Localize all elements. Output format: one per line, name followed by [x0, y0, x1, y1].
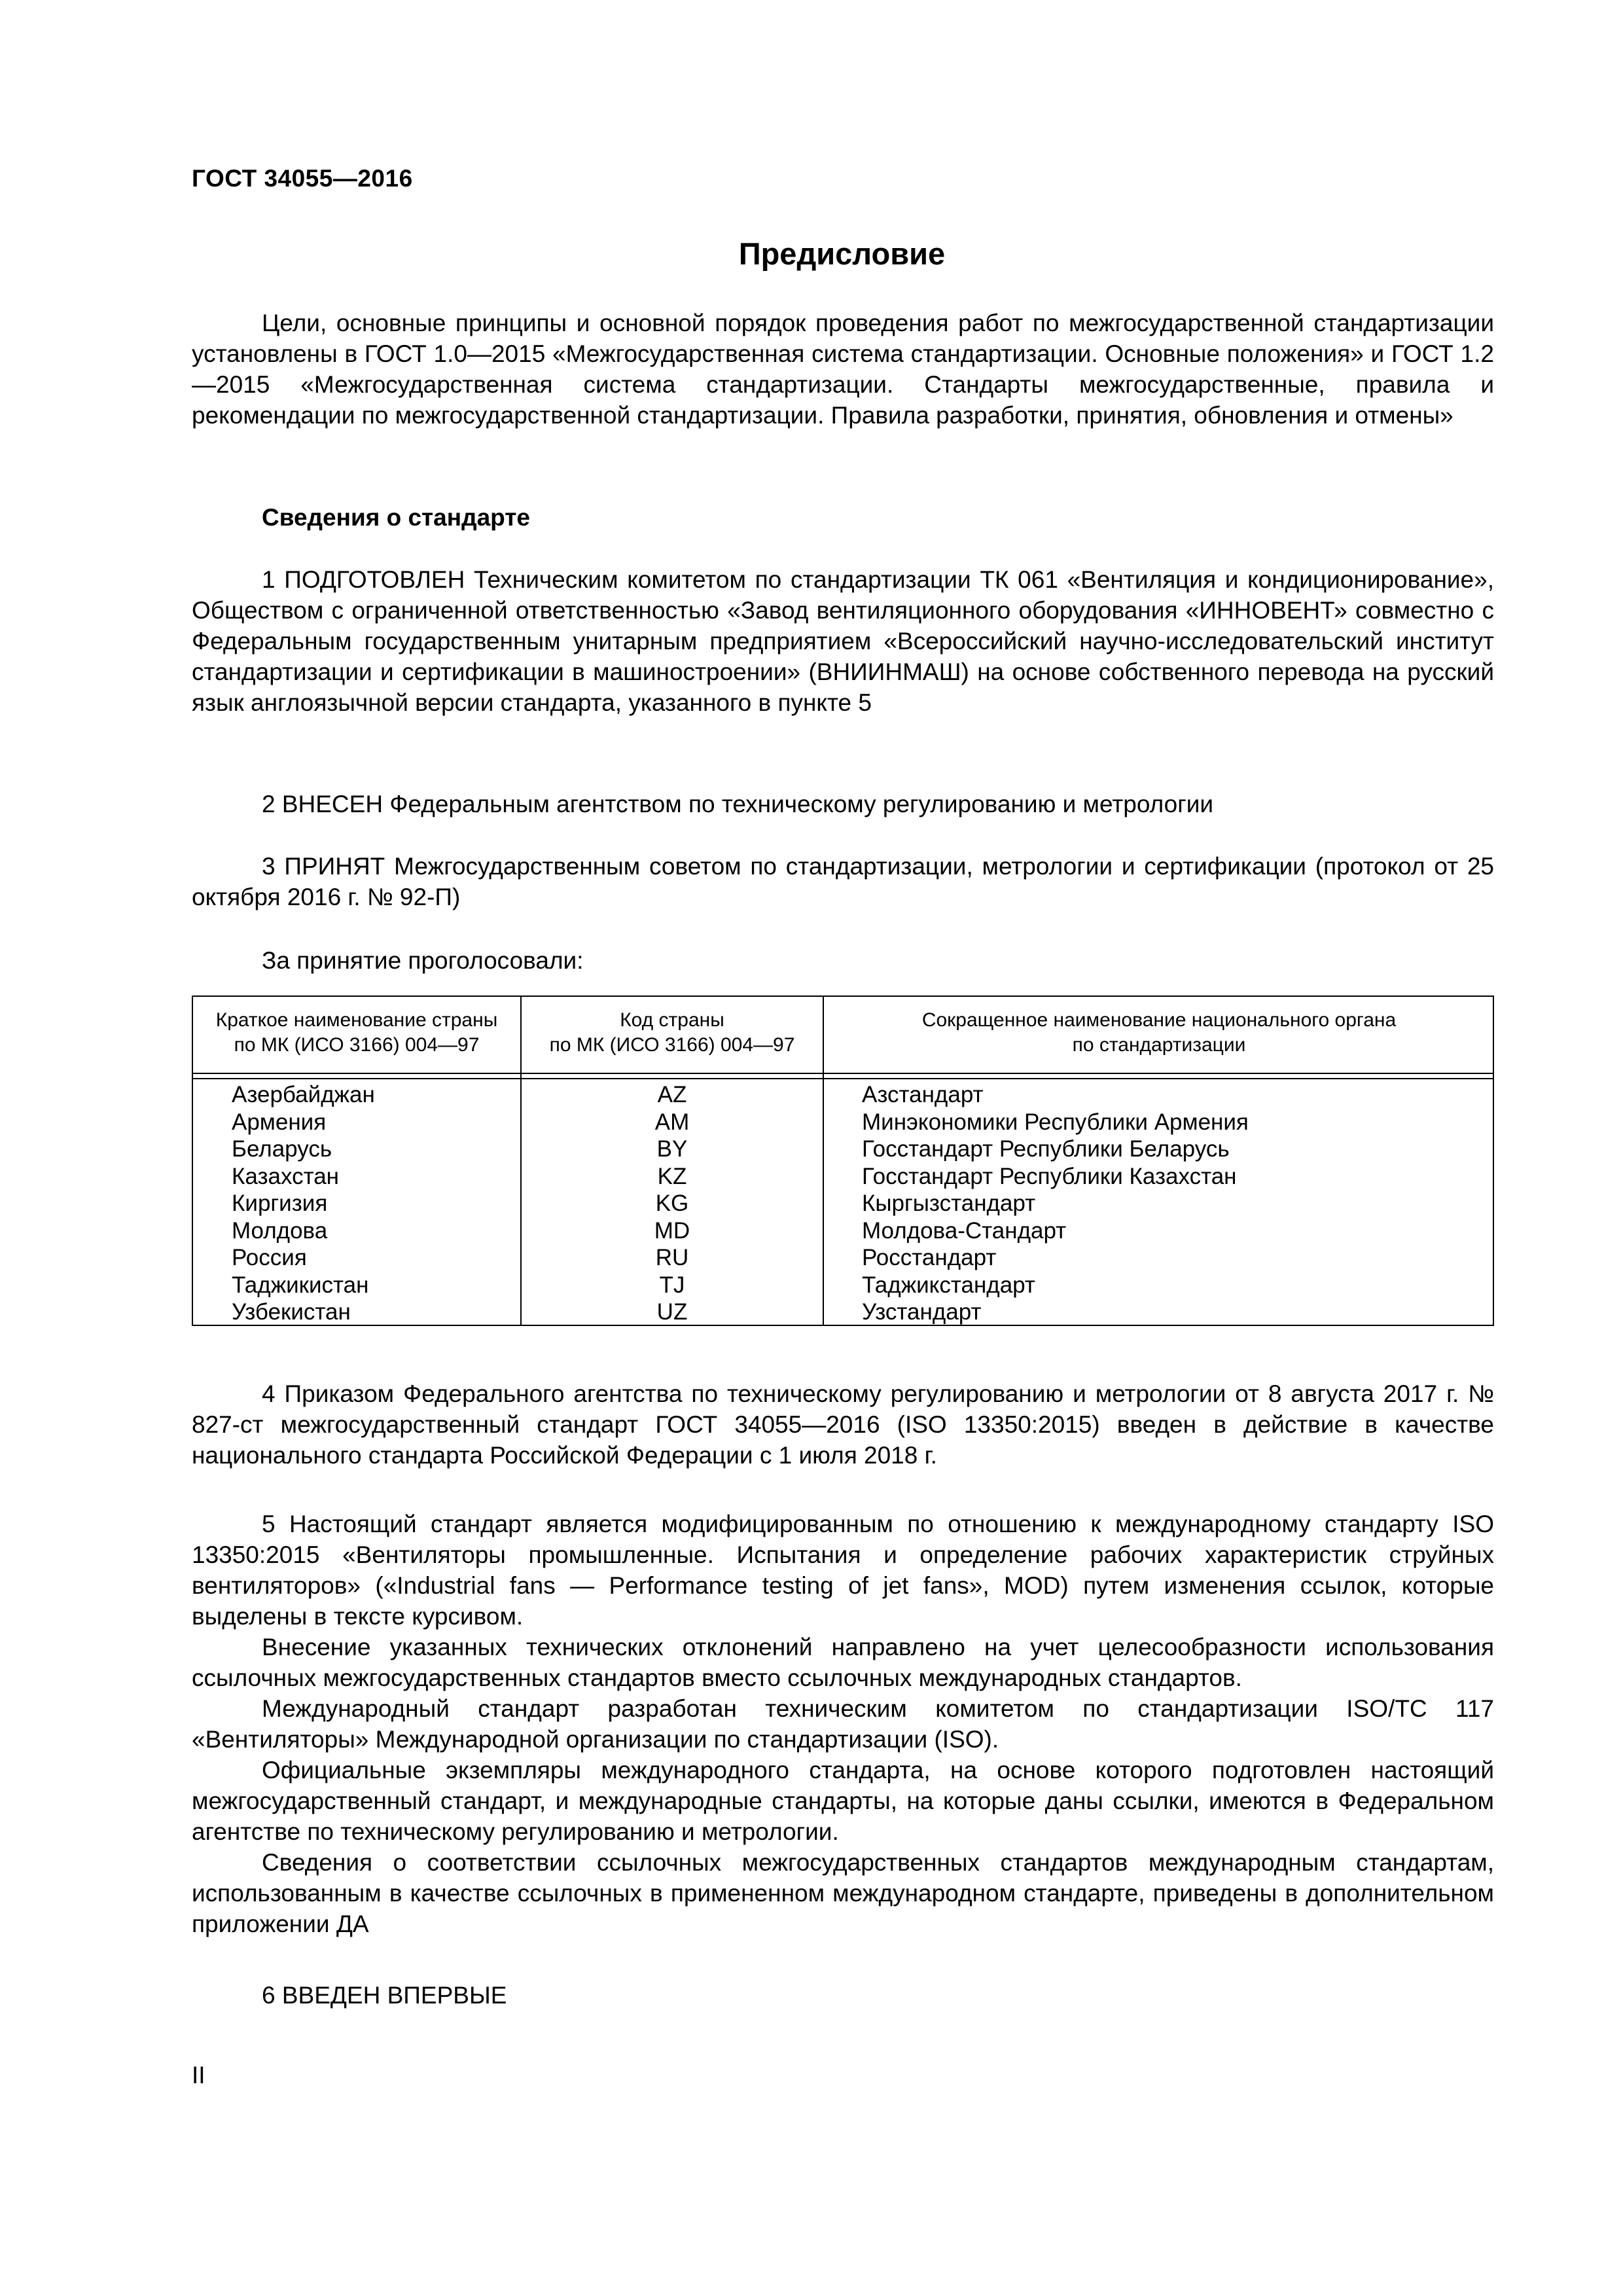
table-cell-body: Молдова-Стандарт — [862, 1217, 1067, 1244]
page-number: II — [192, 2062, 205, 2089]
table-cell-country: Киргизия — [232, 1191, 328, 1216]
item-5-paragraph-5: Сведения о соответствии ссылочных межгосударственных стандартов международным стандартам, использованным в качестве ссылочных в примененном международном стандарте, приведены в дополнительном приложении ДА — [192, 1849, 1494, 1937]
country-column — [232, 1081, 513, 1326]
table-cell-code: RU — [655, 1245, 689, 1270]
item-4-paragraph: 4 Приказом Федерального агентства по техническому регулированию и метрологии от 8 августа 2017 г. № 827-ст межгосударственный стандарт ГОСТ 34055—2016 (ISO 13350:2015) введен в действие в качестве национального стандарта Российской Федерации с 1 июля 2018 г. — [192, 1380, 1494, 1469]
table-cell-code: BY — [656, 1136, 688, 1162]
table-cell-code: KZ — [657, 1163, 687, 1189]
table-cell-country: Россия — [232, 1245, 307, 1270]
vote-label: За принятие проголосовали: — [262, 947, 584, 974]
voting-table — [192, 996, 1494, 1326]
item-5-paragraph: 5 Настоящий стандарт является модифицированным по отношению к международному стандарту ISO 13350:2015 «Вентиляторы промышленные. Испытания и определение рабочих характеристик струйных вентиляторов» («Industrial fans — Performance testing of jet fans», MOD) путем изменения ссылок, которые выделены в тексте курсивом. — [192, 1511, 1494, 1630]
table-header-rule — [193, 1078, 1493, 1079]
table-cell-country: Армения — [232, 1109, 327, 1135]
table-cell-body: Узстандарт — [862, 1299, 982, 1325]
table-cell-country: Молдова — [232, 1217, 328, 1244]
table-cell-body: Таджикстандарт — [862, 1272, 1035, 1298]
table-cell-code: UZ — [656, 1299, 688, 1325]
table-cell-country: Азербайджан — [232, 1082, 375, 1107]
item-5-paragraph-3: Международный стандарт разработан техническим комитетом по стандартизации ISO/TC 117 «Вентиляторы» Международной организации по стандартизации (ISO). — [192, 1695, 1494, 1753]
table-cell-country: Беларусь — [232, 1136, 332, 1162]
table-cell-code: KG — [655, 1191, 689, 1216]
code-column — [522, 1081, 823, 1326]
table-cell-code: AM — [654, 1109, 690, 1135]
table-cell-body: Госстандарт Республики Беларусь — [862, 1136, 1230, 1162]
item-3-paragraph: 3 ПРИНЯТ Межгосударственным советом по стандартизации, метрологии и сертификации (протокол от 25 октября 2016 г. № 92-П) — [192, 853, 1494, 910]
table-cell-country: Узбекистан — [232, 1299, 351, 1325]
table-header-rule — [193, 1073, 1493, 1074]
item-1-paragraph: 1 ПОДГОТОВЛЕН Техническим комитетом по стандартизации ТК 061 «Вентиляция и кондиционирование», Обществом с ограниченной ответственностью «Завод вентиляционного оборудования «ИННОВЕНТ» совместно с Федеральным государственным унитарным предприятием «Всероссийский научно-исследовательский институт стандартизации и сертификации в машиностроении» (ВНИИНМАШ) на основе собственного перевода на русский язык англоязычной версии стандарта, указанного в пункте 5 — [192, 566, 1494, 716]
table-cell-country: Таджикистан — [232, 1272, 369, 1298]
item-6-paragraph: 6 ВВЕДЕН ВПЕРВЫЕ — [262, 1982, 507, 2009]
table-header-code: Код страны по МК (ИСО 3166) 004—97 — [549, 1009, 795, 1056]
table-cell-country: Казахстан — [232, 1163, 340, 1189]
body-column — [862, 1081, 1484, 1326]
table-cell-body: Минэкономики Республики Армения — [862, 1109, 1249, 1135]
page-title: Предисловие — [738, 236, 946, 271]
item-2-paragraph: 2 ВНЕСЕН Федеральным агентством по техническому регулированию и метрологии — [262, 791, 1214, 817]
item-5-paragraph-4: Официальные экземпляры международного стандарта, на основе которого подготовлен настоящий межгосударственный стандарт, и международные стандарты, на которые даны ссылки, имеются в Федеральном агентстве по техническому регулированию и метрологии. — [192, 1757, 1494, 1845]
table-cell-code: TJ — [659, 1272, 685, 1298]
section-heading: Сведения о стандарте — [262, 504, 530, 531]
table-cell-body: Азстандарт — [862, 1082, 984, 1107]
table-cell-code: MD — [654, 1217, 690, 1244]
table-cell-body: Росстандарт — [862, 1245, 997, 1270]
table-cell-code: AZ — [657, 1082, 687, 1107]
table-header-body: Сокращенное наименование национального органа по стандартизации — [921, 1009, 1397, 1056]
document-code-header: ГОСТ 34055—2016 — [192, 165, 413, 192]
table-header-country: Краткое наименование страны по МК (ИСО 3166) 004—97 — [215, 1009, 498, 1056]
intro-paragraph: Цели, основные принципы и основной порядок проведения работ по межгосударственной стандартизации установлены в ГОСТ 1.0—2015 «Межгосударственная система стандартизации. Основные положения» и ГОСТ 1.2—2015 «Межгосударственная система стандартизации. Стандарты межгосударственные, правила и рекомендации по межгосударственной стандартизации. Правила разработки, принятия, обновления и отмены» — [192, 310, 1494, 429]
table-cell-body: Кыргызстандарт — [862, 1191, 1036, 1216]
table-cell-body: Госстандарт Республики Казахстан — [862, 1163, 1237, 1189]
item-5-paragraph-2: Внесение указанных технических отклонений направлено на учет целесообразности использования ссылочных межгосударственных стандартов вместо ссылочных международных стандартов. — [192, 1634, 1494, 1691]
